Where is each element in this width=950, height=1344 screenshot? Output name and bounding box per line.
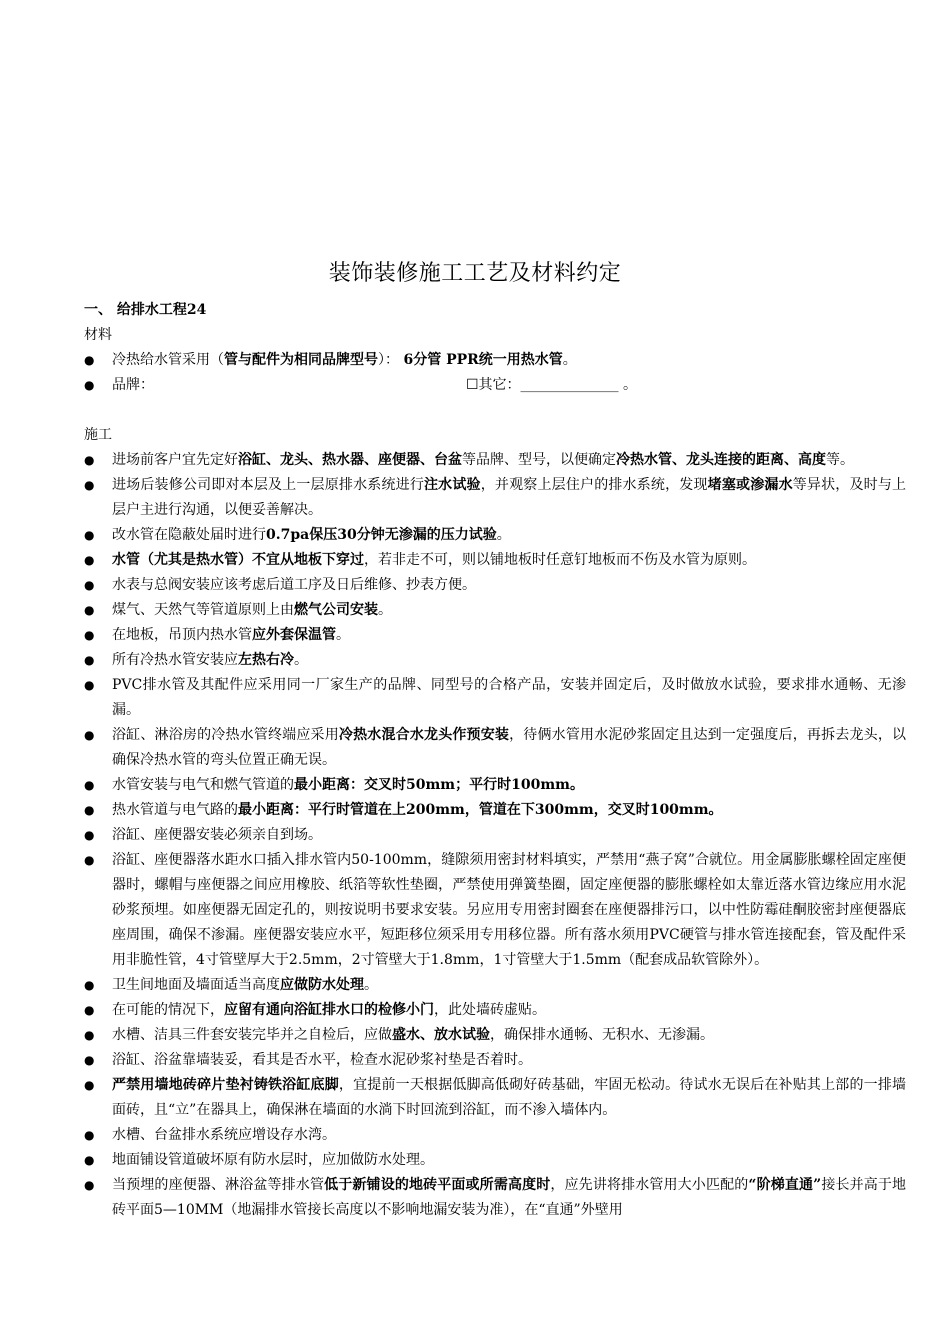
body-text: ，宜提前一天根据低脚高低砌好砖基础，牢固无松动。待试水无误后在补贴其上部的一排墙面砖，且“立”在器具上，确保淋在墙面的水淌下时回流到浴缸，而不渗入墙体内。 <box>112 1077 907 1118</box>
construction-item <box>84 823 906 848</box>
construction-item <box>84 573 906 598</box>
body-text: 冷热给水管采用（ <box>112 352 224 368</box>
body-text: ，并观察上层住户的排水系统，发现 <box>480 477 708 493</box>
body-text: ）： <box>378 352 404 368</box>
body-text: 在可能的情况下， <box>112 1002 224 1018</box>
emphasis-text: 浴缸、龙头、热水器、座便器、台盆 <box>238 452 462 468</box>
body-text: 接长并高于地砖平面5—10MM（地漏排水管接长高度以不影响地漏安装为准），在“直通”外壁用 <box>112 1177 907 1218</box>
emphasis-text: 低于新铺设的地砖平面或所需高度时 <box>324 1177 551 1193</box>
spacer <box>84 398 906 423</box>
construction-list <box>84 448 906 1223</box>
emphasis-text: 应做防水处理 <box>280 977 364 993</box>
body-text: 。 <box>378 602 392 618</box>
body-text: 。 <box>336 627 350 643</box>
body-text: 。 <box>294 652 308 668</box>
body-text: ，若非走不可，则以铺地板时任意钉地板而不伤及水管为原则。 <box>364 552 756 568</box>
body-text: 浴缸、浴盆靠墙装妥，看其是否水平，检查水泥砂浆衬垫是否着时。 <box>112 1052 532 1068</box>
section-heading: 一、 给排水工程24 <box>84 302 207 318</box>
emphasis-text: 最小距离：平行时管道在上200mm，管道在下300mm，交叉时100mm。 <box>238 802 723 818</box>
body-text: 浴缸、座便器落水距水口插入排水管内50-100mm，缝隙须用密封材料填实，严禁用“燕子窝”合就位。用金属膨胀螺栓固定座便器时，螺帽与座便器之间应用橡胶、纸箔等软性垫圈，严禁使用弹簧垫圈，固定座便器的膨胀螺栓如太靠近落水管边缘应用水泥砂浆预埋。如座便器无固定孔的，则按说明书要求安装。另应用专用密封圈套在座便器排污口，以中性防霉硅酮胶密封座便器底座周围，确保不渗漏。座便器安装应水平，短距移位须采用专用移位器。所有落水须用PVC硬管与排水管连接配套，管及配件采用非脆性管，4寸管壁厚大于2.5mm，2寸管壁大于1.8mm，1寸管壁大于1.5mm（配套成品软管除外）。 <box>112 852 906 968</box>
materials-label: 材料 <box>84 327 112 343</box>
body-text: 。 <box>364 977 378 993</box>
body-text: ，此处墙砖虚贴。 <box>434 1002 546 1018</box>
construction-item <box>84 623 906 648</box>
construction-item <box>84 1023 906 1048</box>
document-title: 装饰装修施工工艺及材料约定 <box>328 261 622 286</box>
construction-item <box>84 648 906 673</box>
emphasis-text: 管与配件为相同品牌型号 <box>224 352 378 368</box>
construction-label: 施工 <box>84 427 112 443</box>
body-text: 等品牌、型号，以便确定 <box>462 452 616 468</box>
body-text: 浴缸、座便器安装必须亲自到场。 <box>112 827 322 843</box>
body-text: 卫生间地面及墙面适当高度 <box>112 977 280 993</box>
emphasis-text: 最小距离：交叉时50mm；平行时100mm。 <box>294 777 584 793</box>
body-text: 浴缸、淋浴房的冷热水管终端应采用 <box>112 727 339 743</box>
body-text: 水槽、台盆排水系统应增设存水湾。 <box>112 1127 336 1143</box>
body-text: 改水管在隐蔽处届时进行 <box>112 527 266 543</box>
emphasis-text: 6分管 PPR统一用热水管 <box>403 352 563 368</box>
emphasis-text: 盛水、放水试验 <box>392 1027 490 1043</box>
emphasis-text: 堵塞或渗漏水 <box>707 477 793 493</box>
brand-label: 品牌： <box>112 377 154 393</box>
body-text: ，待俩水管用水泥砂浆固定且达到一定强度后，再拆去龙头，以确保冷热水管的弯头位置正确无误。 <box>112 727 907 768</box>
body-text: 煤气、天然气等管道原则上由 <box>112 602 294 618</box>
emphasis-text: 冷热水管、龙头连接的距离、高度 <box>616 452 826 468</box>
body-text: 水表与总阀安装应该考虑后道工序及日后维修、抄表方便。 <box>112 577 476 593</box>
body-text: 在地板，吊顶内热水管 <box>112 627 252 643</box>
emphasis-text: 冷热水混合水龙头作预安装 <box>338 727 510 743</box>
body-text: PVC排水管及其配件应采用同一厂家生产的品牌、同型号的合格产品，安装并固定后，及时做放水试验，要求排水通畅、无渗漏。 <box>112 677 906 718</box>
construction-item <box>84 448 906 473</box>
body-text: 等异状，及时与上层户主进行沟通，以便妥善解决。 <box>112 477 907 518</box>
body-text: 进场前客户宜先定好 <box>112 452 238 468</box>
emphasis-text: 水管（尤其是热水管）不宜从地板下穿过 <box>112 552 364 568</box>
construction-item <box>84 798 906 823</box>
materials-pipe-item <box>84 348 906 373</box>
body-text: 。 <box>562 352 577 368</box>
body-text: 地面铺设管道破坏原有防水层时，应加做防水处理。 <box>112 1152 434 1168</box>
body-text: 所有冷热水管安装应 <box>112 652 238 668</box>
construction-item <box>84 523 906 548</box>
other-brand-field: ☐其它：______________ 。 <box>466 377 638 393</box>
emphasis-text: 应留有通向浴缸排水口的检修小门 <box>224 1002 434 1018</box>
emphasis-text: 左热右冷 <box>238 652 294 668</box>
emphasis-text: 严禁用墙地砖碎片垫衬铸铁浴缸底脚 <box>112 1077 339 1093</box>
construction-item <box>84 598 906 623</box>
body-text: ，应先讲将排水管用大小匹配的 <box>550 1177 749 1193</box>
construction-item <box>84 973 906 998</box>
body-text: 进场后装修公司即对本层及上一层原排水系统进行 <box>112 477 424 493</box>
document-body <box>84 298 906 1223</box>
construction-item <box>84 673 906 723</box>
body-text: 当预埋的座便器、淋浴盆等排水管 <box>112 1177 325 1193</box>
emphasis-text: “阶梯直通” <box>748 1177 822 1193</box>
construction-item <box>84 1123 906 1148</box>
construction-item <box>84 1173 906 1223</box>
construction-item <box>84 723 906 773</box>
construction-item <box>84 848 906 973</box>
emphasis-text: 燃气公司安装 <box>294 602 378 618</box>
body-text: 水管安装与电气和燃气管道的 <box>112 777 294 793</box>
construction-item <box>84 773 906 798</box>
body-text: 水槽、洁具三件套安装完毕并之自检后，应做 <box>112 1027 392 1043</box>
body-text: 热水管道与电气路的 <box>112 802 238 818</box>
emphasis-text: 应外套保温管 <box>252 627 336 643</box>
construction-item <box>84 1148 906 1173</box>
emphasis-text: 0.7pa保压30分钟无渗漏的压力试验 <box>266 527 497 543</box>
construction-item <box>84 1048 906 1073</box>
construction-item <box>84 548 906 573</box>
construction-item <box>84 1073 906 1123</box>
body-text: ，确保排水通畅、无积水、无渗漏。 <box>490 1027 714 1043</box>
construction-item <box>84 998 906 1023</box>
construction-item <box>84 473 906 523</box>
emphasis-text: 注水试验 <box>424 477 481 493</box>
body-text: 等。 <box>826 452 854 468</box>
body-text: 。 <box>496 527 511 543</box>
materials-brand-item <box>84 373 906 398</box>
